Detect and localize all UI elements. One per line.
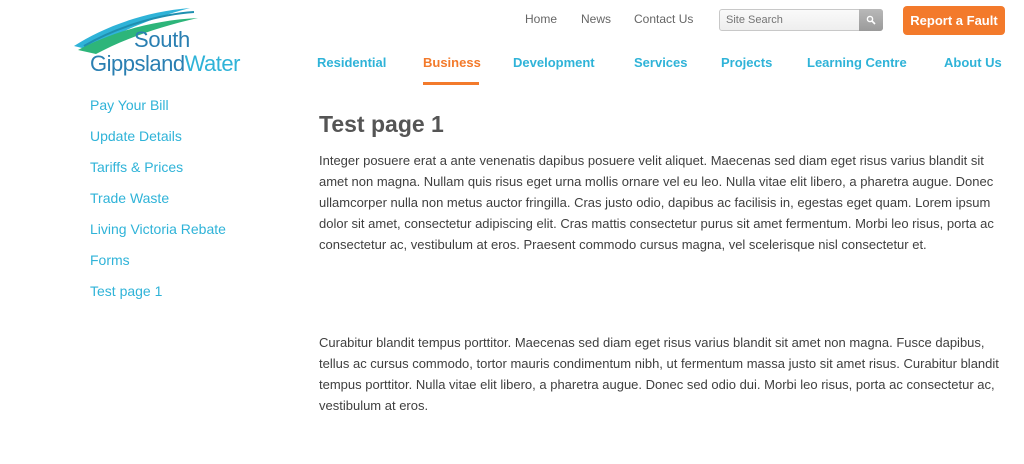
active-nav-indicator bbox=[423, 82, 479, 85]
logo-text-water: Water bbox=[184, 51, 240, 76]
report-fault-button[interactable]: Report a Fault bbox=[903, 6, 1005, 35]
search-icon bbox=[866, 15, 876, 25]
side-nav-tariffs-prices[interactable]: Tariffs & Prices bbox=[90, 159, 184, 175]
search-button[interactable] bbox=[859, 9, 883, 31]
main-nav-development[interactable]: Development bbox=[513, 55, 595, 70]
site-logo[interactable] bbox=[72, 6, 262, 76]
logo-text-south: South bbox=[134, 27, 190, 52]
nav-home-link[interactable]: Home bbox=[525, 12, 558, 26]
side-nav-pay-your-bill[interactable]: Pay Your Bill bbox=[90, 97, 169, 113]
side-nav-trade-waste[interactable]: Trade Waste bbox=[90, 190, 170, 206]
main-nav-projects[interactable]: Projects bbox=[721, 55, 773, 70]
side-nav-test-page-1[interactable]: Test page 1 bbox=[90, 283, 163, 299]
content-paragraph-2: Curabitur blandit tempus porttitor. Maecenas sed diam eget risus varius blandit sit amet non magna. Fusce dapibus, tellus ac cursus commodo, tortor mauris condimentum nibh, ut fermentum massa justo sit amet risus. Curabitur blandit tempus porttitor. Nulla vitae elit libero, a pharetra augue. Donec sed odio dui. Morbi leo risus, porta ac consectetur ac, vestibulum at eros. bbox=[319, 335, 999, 413]
site-search bbox=[719, 9, 883, 31]
logo-text-gippsland: Gippsland bbox=[90, 51, 185, 76]
nav-contact-link[interactable]: Contact Us bbox=[634, 12, 694, 26]
side-nav-update-details[interactable]: Update Details bbox=[90, 128, 182, 144]
main-nav-business[interactable]: Business bbox=[423, 55, 481, 70]
page-title: Test page 1 bbox=[319, 111, 444, 137]
nav-news-link[interactable]: News bbox=[581, 12, 612, 26]
side-nav-living-victoria-rebate[interactable]: Living Victoria Rebate bbox=[90, 221, 226, 237]
side-nav-forms[interactable]: Forms bbox=[90, 252, 130, 268]
content-paragraph-1: Integer posuere erat a ante venenatis dapibus posuere velit aliquet. Maecenas sed diam eget risus varius blandit sit amet non magna. Nullam quis risus eget urna mollis ornare vel eu leo. Nulla vitae elit libero, a pharetra augue. Donec ullamcorper nulla non metus auctor fringilla. Cras justo odio, dapibus ac facilisis in, egestas eget quam. Lorem ipsum dolor sit amet, consectetur adipiscing elit. Cras mattis consectetur purus sit amet fermentum. Morbi leo risus, porta ac consectetur ac, vestibulum at eros. Praesent commodo cursus magna, vel scelerisque nisl consectetur et. bbox=[319, 153, 994, 252]
main-nav-about-us[interactable]: About Us bbox=[944, 55, 1002, 70]
search-input[interactable] bbox=[720, 10, 860, 30]
main-nav-services[interactable]: Services bbox=[634, 55, 688, 70]
main-nav-learning-centre[interactable]: Learning Centre bbox=[807, 55, 907, 70]
logo-text-gippsland-water bbox=[90, 51, 240, 77]
main-nav-residential[interactable]: Residential bbox=[317, 55, 387, 70]
